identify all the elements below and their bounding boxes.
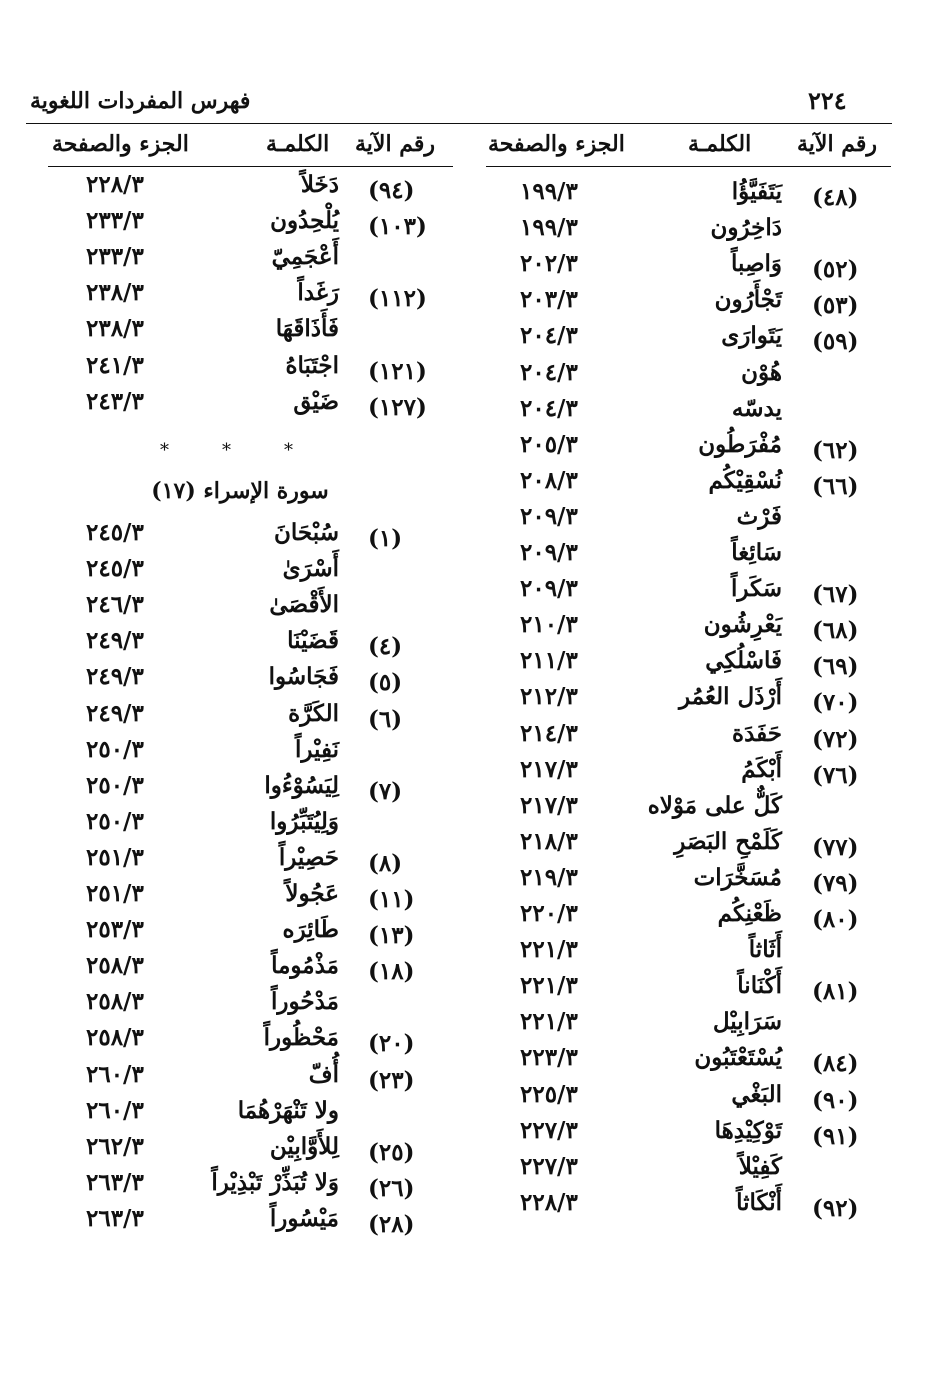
verse-number: (٢٦) (368, 1174, 415, 1202)
verse-number: (١٢١) (368, 357, 427, 385)
verse-number: (٥٣) (812, 292, 859, 320)
left-head-verse: رقم الآية (355, 131, 436, 157)
part-page-ref: ٢٤٥/٣ (86, 555, 144, 583)
part-page-ref: ٢١٤/٣ (520, 719, 578, 747)
vocabulary-word: يَعْرِشُون (703, 611, 782, 639)
vocabulary-word: فَرْث (736, 502, 782, 530)
vocabulary-word: سَكَراً (730, 575, 782, 603)
part-page-ref: ٢٣٣/٣ (86, 243, 144, 271)
separator-star: * (222, 440, 231, 461)
vocabulary-word: ظَعْنِكُم (717, 900, 782, 927)
verse-number: (٢٨) (368, 1210, 415, 1238)
part-page-ref: ٢٠٨/٣ (520, 466, 578, 494)
part-page-ref: ٢١٧/٣ (520, 791, 578, 819)
vocabulary-word: ولا تَنْهَرْهُمَا (237, 1096, 339, 1124)
page-number: ٢٢٤ (808, 86, 847, 115)
left-b-row (0, 1166, 947, 1200)
left-b-row (0, 1202, 947, 1236)
vocabulary-word: مُسَخَّرَات (693, 863, 782, 891)
vocabulary-word: فَجَاسُوا (268, 663, 339, 691)
verse-number: (٨١) (812, 978, 859, 1006)
part-page-ref: ٢٠٤/٣ (520, 322, 578, 350)
verse-number: (٦٩) (812, 653, 859, 681)
verse-number: (٨٠) (812, 906, 859, 933)
part-page-ref: ٢٠٥/٣ (520, 430, 578, 458)
vocabulary-word: مُفْرَطُون (698, 430, 782, 458)
part-page-ref: ٢٢٧/٣ (520, 1152, 578, 1180)
part-page-ref: ٢٦٢/٣ (86, 1132, 144, 1160)
part-page-ref: ٢٢٣/٣ (520, 1044, 578, 1072)
part-page-ref: ٢٥٠/٣ (86, 771, 144, 799)
vocabulary-word: وَلا تُبَذِّرْ تَبْذِيْراً (211, 1168, 339, 1196)
part-page-ref: ٢٥٠/٣ (86, 735, 144, 763)
part-page-ref: ٢٤٥/٣ (86, 519, 144, 546)
vocabulary-word: مَحْظُوراً (263, 1024, 339, 1052)
vocabulary-word: يَتَوارَى (721, 322, 782, 350)
part-page-ref: ٢٠٢/٣ (520, 250, 578, 278)
verse-number: (٦) (368, 705, 403, 733)
part-page-ref: ٢٤٣/٣ (86, 387, 144, 415)
vocabulary-word: أَكْنَاناً (737, 972, 782, 1000)
vocabulary-word: كَلٌّ على مَوْلاه (647, 791, 782, 819)
verse-number: (١١٢) (368, 285, 427, 313)
verse-number: (١١) (368, 886, 415, 913)
part-page-ref: ٢١١/٣ (520, 647, 578, 675)
part-page-ref: ٢٤٩/٣ (86, 627, 144, 655)
verse-number: (٨) (368, 849, 403, 877)
vocabulary-word: نُسْقِيْكُم (708, 466, 782, 494)
left-b-row (0, 985, 947, 1019)
vocabulary-word: مَدْحُوراً (271, 988, 339, 1016)
part-page-ref: ٢٤١/٣ (86, 351, 144, 379)
part-page-ref: ٢٥٨/٣ (86, 952, 144, 980)
vocabulary-word: أَرْذَل العُمُر (679, 683, 782, 711)
verse-number: (٤٨) (812, 184, 859, 211)
part-page-ref: ٢٥٨/٣ (86, 988, 144, 1016)
verse-number: (٩١) (812, 1122, 859, 1150)
part-page-ref: ٢٢١/٣ (520, 936, 578, 964)
part-page-ref: ٢٢١/٣ (520, 972, 578, 1000)
left-b-row (0, 516, 947, 550)
vocabulary-word: سُبْحَانَ (274, 519, 339, 546)
separator-star: * (284, 440, 293, 461)
part-page-ref: ٢٢٠/٣ (520, 900, 578, 927)
left-a-row (0, 312, 947, 346)
left-a-row (0, 240, 947, 274)
verse-number: (١٣) (368, 922, 415, 950)
vocabulary-word: فَاسْلُكِي (705, 647, 782, 675)
right-head-verse: رقم الآية (797, 131, 878, 157)
verse-number: (٥٢) (812, 256, 859, 284)
verse-number: (٢٥) (368, 1138, 415, 1166)
separator-star: * (160, 440, 169, 461)
part-page-ref: ٢٢٥/٣ (520, 1080, 578, 1108)
vocabulary-word: الكَرَّة (288, 699, 339, 727)
part-page-ref: ٢٠٤/٣ (520, 358, 578, 386)
part-page-ref: ٢٢٨/٣ (520, 1188, 578, 1216)
part-page-ref: ٢٠٩/٣ (520, 502, 578, 530)
vocabulary-word: هُوْن (741, 358, 782, 386)
vocabulary-word: ضَيْق (293, 387, 339, 415)
vocabulary-word: سَائِغاً (731, 539, 782, 566)
vocabulary-word: فَأَذَاقَهَا (275, 315, 339, 343)
part-page-ref: ٢٥١/٣ (86, 880, 144, 907)
vocabulary-word: رَغَداً (297, 279, 339, 307)
vocabulary-word: البَغْي (731, 1080, 782, 1108)
left-b-row (0, 1130, 947, 1164)
part-page-ref: ٢١٨/٣ (520, 827, 578, 855)
left-b-row (0, 733, 947, 767)
verse-number: (٢٣) (368, 1066, 415, 1094)
vocabulary-word: يُلْحِدُون (270, 207, 339, 235)
part-page-ref: ٢٤٩/٣ (86, 663, 144, 691)
verse-number: (٩٤) (368, 177, 415, 204)
left-a-row (0, 168, 947, 202)
verse-number: (٧) (368, 777, 403, 805)
vocabulary-word: سَرَابِيْل (712, 1008, 782, 1036)
right-head-rule (486, 166, 891, 167)
part-page-ref: ٢٠٣/٣ (520, 286, 578, 314)
left-b-row (0, 697, 947, 731)
left-head-word: الكلمـة (266, 131, 330, 157)
part-page-ref: ٢٦٣/٣ (86, 1168, 144, 1196)
vocabulary-word: مَذْمُوماً (271, 952, 339, 980)
verse-number: (٧٠) (812, 689, 859, 717)
vocabulary-word: قَضَيْنَا (287, 627, 339, 655)
part-page-ref: ٢١٩/٣ (520, 863, 578, 891)
left-b-row (0, 1094, 947, 1128)
vocabulary-word: يُسْتَعْتَبُون (694, 1044, 782, 1072)
vocabulary-word: الأَقْصَىٰ (269, 591, 339, 619)
verse-number: (٩٠) (812, 1086, 859, 1114)
left-b-row (0, 552, 947, 586)
left-a-row (0, 276, 947, 313)
left-b-row (0, 588, 947, 622)
vocabulary-word: أَنْكَاثاً (736, 1188, 782, 1216)
verse-number: (٦٦) (812, 472, 859, 500)
vocabulary-word: أَعْجَمِيّ (271, 243, 339, 271)
verse-number: (٢٠) (368, 1030, 415, 1058)
part-page-ref: ٢٤٩/٣ (86, 699, 144, 727)
vocabulary-word: حَفَدَة (732, 719, 782, 747)
part-page-ref: ٢٠٩/٣ (520, 539, 578, 566)
part-page-ref: ٢٥٨/٣ (86, 1024, 144, 1052)
right-row (0, 428, 947, 462)
verse-number: (٧٢) (812, 725, 859, 753)
vocabulary-word: اجْتَبَاهُ (285, 351, 339, 379)
left-b-row (0, 769, 947, 803)
vocabulary-word: أُفّ (308, 1060, 339, 1088)
part-page-ref: ١٩٩/٣ (520, 214, 578, 242)
part-page-ref: ٢١٧/٣ (520, 755, 578, 783)
left-b-row (0, 1058, 947, 1092)
part-page-ref: ٢٥٣/٣ (86, 916, 144, 944)
part-page-ref: ٢١٢/٣ (520, 683, 578, 711)
verse-number: (٧٩) (812, 869, 859, 897)
vocabulary-word: وَاصِباً (731, 250, 782, 278)
verse-number: (١٠٣) (368, 213, 427, 241)
verse-number: (٤) (368, 633, 403, 661)
vocabulary-word: أَسْرَىٰ (282, 555, 339, 583)
part-page-ref: ٢٣٨/٣ (86, 279, 144, 307)
part-page-ref: ٢١٠/٣ (520, 611, 578, 639)
verse-number: (٨٤) (812, 1050, 859, 1078)
verse-number: (١) (368, 525, 403, 552)
left-a-row (0, 385, 947, 419)
header-rule (26, 123, 892, 124)
left-head-page: الجزء والصفحة (52, 131, 189, 157)
right-head-page: الجزء والصفحة (488, 131, 625, 157)
vocabulary-word: لِلأَوَّابِيْن (269, 1132, 339, 1160)
part-page-ref: ٢٢١/٣ (520, 1008, 578, 1036)
running-title: فهرس المفردات اللغوية (30, 88, 251, 114)
vocabulary-word: تَجْأَرُون (714, 286, 782, 314)
part-page-ref: ٢٦٣/٣ (86, 1204, 144, 1232)
left-b-row (0, 841, 947, 875)
part-page-ref: ٢٤٦/٣ (86, 591, 144, 619)
vocabulary-word: دَخَلاً (300, 171, 339, 198)
verse-number: (٧٧) (812, 833, 859, 861)
verse-number: (٥) (368, 669, 403, 697)
vocabulary-word: كَفِيْلاً (738, 1152, 782, 1180)
surah-title: سورة الإسراء (١٧) (151, 478, 329, 504)
left-a-row (0, 204, 947, 241)
part-page-ref: ٢٥٠/٣ (86, 807, 144, 835)
left-b-row (0, 805, 947, 839)
part-page-ref: ١٩٩/٣ (520, 178, 578, 205)
vocabulary-word: وَلِيُتَبِّرُوا (269, 807, 339, 835)
verse-number: (١٨) (368, 958, 415, 986)
part-page-ref: ٢٠٤/٣ (520, 394, 578, 422)
left-head-rule (48, 166, 453, 167)
vocabulary-word: يدسّه (731, 394, 782, 422)
part-page-ref: ٢٠٩/٣ (520, 575, 578, 603)
left-b-row (0, 877, 947, 911)
vocabulary-word: دَاخِرُون (710, 214, 782, 242)
part-page-ref: ٢٣٣/٣ (86, 207, 144, 235)
part-page-ref: ٢٥١/٣ (86, 843, 144, 871)
vocabulary-word: أَبْكَمُ (741, 755, 782, 783)
vocabulary-word: حَصِيْراً (278, 843, 339, 871)
part-page-ref: ٢٣٨/٣ (86, 315, 144, 343)
verse-number: (٦٢) (812, 436, 859, 464)
verse-number: (٦٧) (812, 581, 859, 609)
part-page-ref: ٢٦٠/٣ (86, 1096, 144, 1124)
right-head-word: الكلمـة (688, 131, 752, 157)
verse-number: (٧٦) (812, 761, 859, 789)
verse-number: (١٢٧) (368, 393, 427, 421)
part-page-ref: ٢٢٧/٣ (520, 1116, 578, 1144)
vocabulary-word: أَثَاثاً (748, 936, 782, 964)
part-page-ref: ٢٦٠/٣ (86, 1060, 144, 1088)
verse-number: (٩٢) (812, 1194, 859, 1222)
verse-number: (٥٩) (812, 328, 859, 356)
vocabulary-word: تَوْكِيْدِهَا (714, 1116, 782, 1144)
verse-number: (٦٨) (812, 617, 859, 645)
part-page-ref: ٢٢٨/٣ (86, 171, 144, 198)
vocabulary-word: نَفِيْراً (294, 735, 339, 763)
vocabulary-word: عَجُولاً (285, 880, 339, 907)
vocabulary-word: كَلَمْحِ البَصَرِ (674, 827, 782, 855)
left-a-row (0, 349, 947, 383)
vocabulary-word: لِيَسُوْءُوا (264, 771, 339, 799)
vocabulary-word: مَيْسُوراً (269, 1204, 339, 1232)
vocabulary-word: طَائِرَه (282, 916, 339, 944)
vocabulary-word: يَتَفَيَّؤُا (731, 178, 782, 205)
